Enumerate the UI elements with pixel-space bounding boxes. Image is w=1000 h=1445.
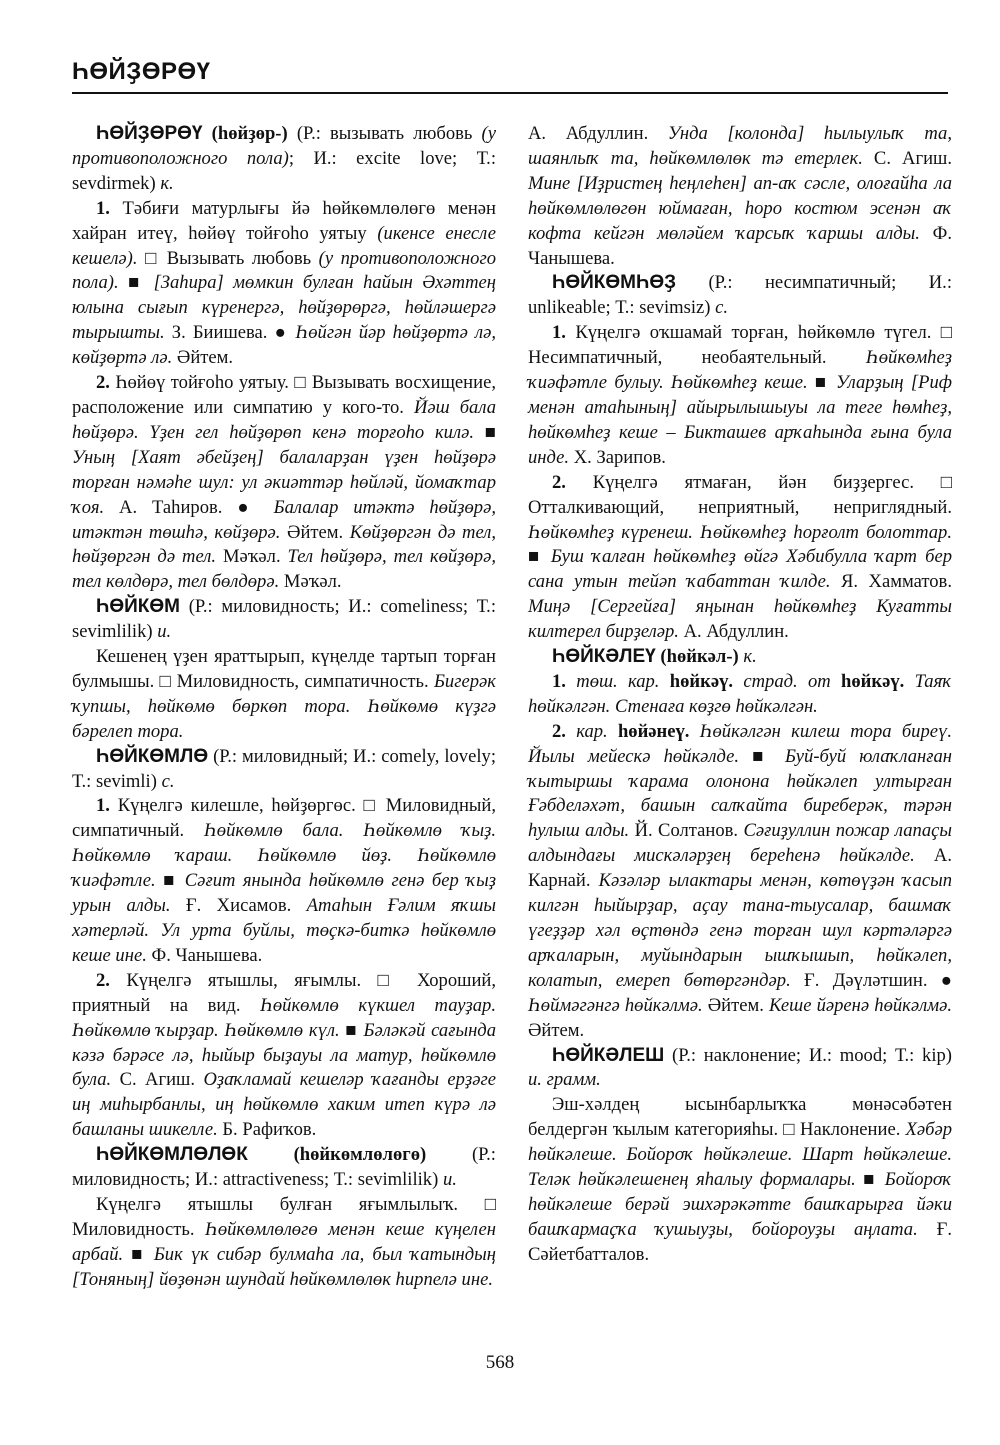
entry-head [72,745,496,795]
sense-definition: Күңелгә ятмаған, йән биҙҙергес. □ Отталкивающий, неприятный, неприглядный. [528,471,952,518]
sense-reference: һөйкәү. [841,670,905,692]
sense-source: Мәҡәл. [283,571,342,593]
left-column [72,122,496,1293]
sense-source: Ғ. Дәүләтшин. [804,969,928,991]
sense-reference: һөйкәү. [669,670,734,692]
sense-example: ● Балалар итәктә һөйҙөрә, итәктән төшһә, көйҙөрә. [72,496,496,543]
right-column [528,122,952,1268]
entry-translation: (Р.: вызывать любовь [296,123,473,144]
entry-headword: ҺӨЙКӘЛЕҮ [552,646,656,668]
sense-source: Ғ. Сәйетбатталов. [528,1218,952,1265]
sense-source: Х. Зарипов. [573,446,666,468]
sense-paragraph [528,1093,952,1267]
entry-translation: (Р.: несимпатичный; И.: unlikeable; Т.: sevimsiz) [528,272,952,319]
sense-example: Таяҡ һөйкәлгән. Стенаға көҙгө һөйкәлгән. [528,670,953,717]
entry-grammar: (һөйҙөр-) [211,123,288,144]
sense-number: 1. [552,322,566,344]
entry-pos: к. [743,646,757,668]
entry-headword: ҺӨЙКӘЛЕШ [552,1044,665,1066]
sense-number: 1. [552,670,566,692]
sense-label: кар. [576,720,608,742]
sense-example: Һөйкәлгән килеш тора биреү. Йылы мейескә һөйкәлде. ■ Буй-буй юлаҡланған ҡытыршы ҡарама олонона һөйкәлеп ултырған Ғәбделәхәт, башын салҡайта биреберәк, тәрән һулыш алды. [528,720,952,842]
sense-source: А. Карнай. [528,845,952,892]
sense-source: Әйтем. [707,994,764,1016]
entry-pos: и. грамм. [528,1069,601,1091]
entry-translation: (Р.: миловидный; И.: comely, lovely; Т.: sevimli) [72,745,496,792]
sense-source: А. Таһиров. [119,496,223,518]
dictionary-entry [72,1143,496,1292]
entry-headword: ҺӨЙКӨМЛӨ [96,745,209,767]
dictionary-entry [72,745,496,1144]
entry-grammar: (һөйкәл-) [660,646,739,668]
sense-source: Ф. Чанышева. [528,222,952,269]
sense-source: Ғ. Хисамов. [185,895,292,917]
entry-pos: и. [442,1169,457,1191]
entry-headword: ҺӨЙҘӨРӨҮ [96,123,203,144]
sense-reference: һөйәнеү. [617,720,690,742]
entry-head [528,1044,952,1094]
entry-pos: с. [715,297,729,319]
sense-example: Һөйкөмлө бала. Һөйкөмлө ҡыҙ. Һөйкөмлө ҡараш. Һөйкөмлө йөҙ. Һөйкөмлө ҡиәфәтле. ■ Сәғит янында һөйкөмлө генә бер ҡыҙ урын алды. [72,820,496,917]
sense-paragraph [72,371,496,595]
sense-definition: Күңелгә оҡшамай торған, һөйкөмлө түгел. □ Несимпатичный, необаятельный. [528,322,952,369]
entry-head [528,271,952,321]
sense-number: 2. [552,720,566,742]
sense-example: Тел һөйҙөрә, тел көйҙөрә, тел көлдөрә, тел бөлдөрә. [72,546,496,593]
sense-definition: Тәбиғи матурлығы йә һөйкөмлөлөгө менән хайран итеү, һөйөү тойғоһо уятыу [72,197,496,244]
sense-definition: Күңелгә килешле, һөйҙөргөс. □ Миловидный, симпатичный. [72,795,496,842]
sense-example: Хәбәр һөйкәлеше. Бойороҡ һөйкәлеше. Шарт һөйкәлеше. Теләк һөйкәлешенең яһалыу формалары. ■ Бойороҡ һөйкәлеше берәй эшхәрәкәтте башҡарырға йәки башҡармаҫҡа ҡушыуҙы, бойороуҙы аңлата. [528,1119,952,1240]
entry-head [72,595,496,645]
page-number: 568 [485,1352,515,1373]
sense-paragraph [528,720,952,1044]
sense-example: ● Һөйгән йәр һөйҙөртә лә, көйҙөртә лә. [72,322,496,369]
sense-source: Әйтем. [176,347,234,369]
sense-example: Бигерәк ҡупшы, һөйкөмө бөркөп тора. Һөйкөмө күҙгә бәрелеп тора. [72,670,496,742]
sense-example: Кәзәләр ылактары менән, көтөүҙән ҡасып килгән һыйырҙар, аҫау тана-тыусалар, башмаҡ үгеҙҙәр хәл өҫтөндә генә торған шул кәртәләргә арҡаларын, муйындарын ышҡышып, һөйкәлеп, колатып, емереп бөтөргәндәр. [528,870,952,991]
sense-example: Һөйкөмлө күкшел тауҙар. Һөйкөмлө ҡырҙар. Һөйкөмлө күл. ■ Бәләкәй сағында кәзә бәрәсе лә, һыйыр быҙауы ла матур, һөйкөмлө була. [72,994,496,1091]
sense-example: Һөйкөмһеҙ ҡиәфәтле булыу. Һөйкөмһеҙ кеше. ■ Уларҙың [Риф менән атаһының] айырылышыуы ла теге һөмһеҙ, һөйкөмһеҙ кеше – Бикташев арҡаһында ғына була инде. [528,347,952,468]
sense-definition-note: (икенсе енесле кешелә). [72,222,496,269]
sense-source: А. Абдуллин. [683,621,789,643]
sense-definition: Кешенең үҙен яраттырып, күңелде тартып торған булмышы. □ Миловидность, симпатичность. [72,646,496,692]
sense-example: Һөйкөмлөлөгө менән кеше күңелен арбай. ■ Бик үк сибәр булмаһа ла, был ҡатындың [Тоняның] йөҙөнән шундай һөйкөмлөлөк һирпелә ине. [72,1218,496,1290]
entry-translation: (Р.: миловидность; И.: attractiveness; Т.: sevimlilik) [72,1144,496,1191]
sense-label: төш. кар. [576,670,660,692]
sense-paragraph [72,197,496,371]
sense-example: Кеше йәренә һөйкәлмә. [769,994,952,1016]
entry-head [528,645,952,670]
sense-example: Йәш бала һөйҙөрә. Үҙен гел һөйҙөрөп кенә торғоһо килә. ■ Уның [Хаят әбейҙең] балаларҙан үҙен һөйҙөрә торған нәмәһе шул: ул әкиәттәр һөйләй, йомаҡтар ҡоя. [72,396,496,518]
entry-translation-note: (у противоположного пола) [72,123,496,169]
sense-example: Сәғиҙуллин пожар лапаҫы алдындағы мискәләрҙең береһенә һөйкәлде. [528,820,952,867]
entry-pos: с. [161,770,175,792]
header-headword: ҺӨЙҘӨРӨҮ [72,58,211,85]
sense-definition: Күңелгә ятышлы, яғымлы. □ Хороший, приятный на вид. [72,969,496,1016]
sense-example: Һөйкөмһеҙ күренеш. Һөйкөмһеҙ һорғолт болоттар. ■ Буш ҡалған һөйкөмһеҙ өйгә Хәбибулла ҡарт бер сана утын тейәп ҡабаттан ҡилде. [528,521,952,593]
entry-translation: (Р.: миловидность; И.: comeliness; Т.: sevimlilik) [72,596,496,643]
entry-headword: ҺӨЙКӨМҺӨҘ [552,272,677,294]
sense-definition: Күңелгә ятышлы булған яғымлылыҡ. □ Миловидность. [72,1193,496,1240]
sense-number: 1. [96,795,110,817]
dictionary-entry [528,1044,952,1268]
entry-translation-tail: ; И.: excite love; Т.: sevdirmek) [72,147,496,194]
sense-paragraph [528,321,952,470]
sense-russian: □ Вызывать любовь [145,247,312,269]
sense-number: 2. [96,969,110,991]
sense-example: Мине [Иҙристең һеңлеһен] ап-аҡ сәсле, олоғайһа ла һөйкөмлөлөгөн юймаған, һоро костюм эсенән аҡ кофта кейгән мөләйем ҡарсыҡ ҡаршы алды. [528,172,952,244]
entry-pos: к. [160,172,174,194]
sense-paragraph [72,969,496,1143]
sense-label: страд. от [743,670,831,692]
entry-head [72,1143,496,1193]
sense-number: 2. [96,372,110,394]
sense-number: 1. [96,197,110,219]
running-header [72,58,948,94]
sense-russian-note: (у противоположного пола). [72,247,497,294]
sense-source: Әйтем. [528,1019,585,1041]
sense-definition: Һөйөү тойғоһо уятыу. □ Вызывать восхищение, расположение или симпатию у кого-то. [72,372,496,418]
sense-paragraph [72,645,496,745]
entry-pos: и. [157,621,172,643]
sense-source: Я. Хамматов. [841,571,952,593]
sense-source: Әйтем. [287,521,344,543]
sense-source: З. Биишева. [171,322,268,344]
sense-source: Мәҡәл. [222,546,281,568]
sense-paragraph [528,670,952,720]
sense-paragraph [72,1193,496,1293]
sense-source: Й. Солтанов. [634,820,739,842]
sense-continuation [528,122,952,271]
entry-headword: ҺӨЙКӨМ [96,596,180,618]
entry-head [72,122,496,197]
sense-example: Миңә [Сергейға] яңынан һөйкөмһеҙ Куғатты килтерел бирҙеләр. [528,596,952,643]
sense-paragraph [72,794,496,968]
sense-source: С. Агиш. [119,1069,196,1091]
entry-headword: ҺӨЙКӨМЛӨЛӨК [96,1144,248,1166]
sense-example: Оҙаҡламай кешеләр ҡағанды ерҙәге иң миһырбанлы, иң һөйкөмлө хаким итеп күрә лә башланы шикелле. [72,1069,496,1141]
sense-definition: Эш-хәлдең ысынбарлыҡҡа мөнәсәбәтен белдергән ҡылым категорияһы. □ Наклонение. [528,1094,952,1141]
sense-number: 2. [552,471,566,493]
entry-translation: (Р.: наклонение; И.: mood; Т.: kip) [672,1044,953,1066]
entry-grammar: (һөйкөмлөлөгө) [293,1144,427,1166]
sense-source: Ф. Чанышева. [151,944,263,966]
sense-example: Көйҙөргән дә тел, һөйҙөргән дә тел. [72,521,497,568]
sense-source: Б. Рафиҡов. [222,1119,317,1141]
sense-source: С. Агиш. [873,147,952,169]
dictionary-entry [72,122,496,595]
sense-source: А. Абдуллин. [528,123,649,144]
sense-example: Атаһын Ғәлим яҡшы хәтерләй. Ул урта буйлы, төҫкә-биткә һөйкөмлө кеше ине. [72,895,497,966]
sense-paragraph [528,471,952,645]
sense-example: ■ [Заһира] мөмкин булған һайын Әхәттең юлына сығып күренергә, һөйҙөрөргә, һөйләшергә тырышты. [72,272,497,344]
dictionary-entry [72,595,496,744]
dictionary-entry [528,271,952,645]
sense-example: ● Һөймәгәнгә һөйкәлмә. [528,969,952,1016]
sense-example: Унда [колонда] һылыулыҡ та, шаянлыҡ та, һөйкөмлөлөк тә етерлек. [528,123,952,169]
dictionary-entry [528,645,952,1044]
